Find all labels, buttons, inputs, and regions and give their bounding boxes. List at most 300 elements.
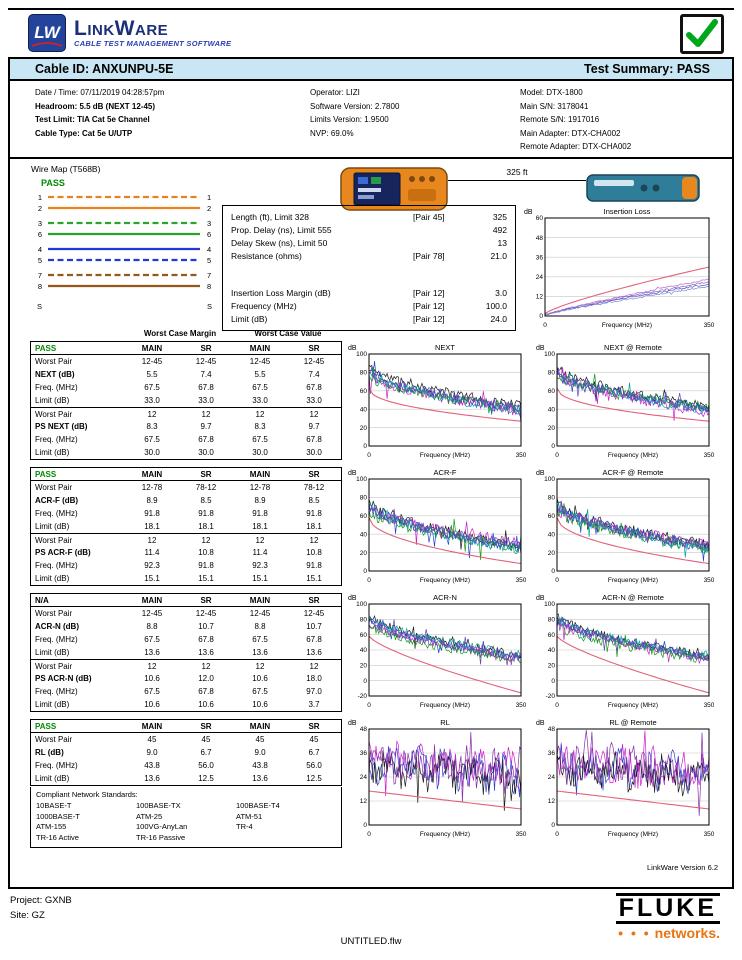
row-label: Freq. (MHz) — [35, 761, 78, 770]
length-row-value: 24.0 — [490, 313, 507, 324]
row-value: 9.0 — [146, 748, 158, 757]
row-value: 45 — [147, 735, 157, 744]
column-header: SR — [200, 343, 212, 353]
svg-text:100: 100 — [356, 351, 367, 359]
svg-text:20: 20 — [359, 662, 367, 670]
standard-item: TR-4 — [236, 822, 253, 831]
svg-text:Frequency (MHz): Frequency (MHz) — [601, 322, 653, 329]
cable-id-title: Cable ID: ANXUNPU-5E — [35, 62, 174, 76]
svg-text:350: 350 — [515, 577, 526, 584]
row-value: 43.8 — [144, 761, 160, 770]
next-results-table — [30, 329, 342, 460]
row-value: 8.9 — [146, 496, 158, 505]
lw-logo-text: LW — [34, 23, 60, 42]
table-header-row — [31, 594, 341, 607]
row-value: 8.8 — [146, 622, 158, 631]
row-label: Limit (dB) — [35, 396, 70, 405]
length-row-pair: [Pair 45] — [413, 211, 445, 222]
table-row — [31, 772, 341, 785]
row-value: 12 — [201, 535, 211, 545]
row-value: 67.8 — [198, 435, 214, 444]
info-line: Test Limit: TIA Cat 5e Channel — [35, 115, 150, 124]
row-value: 30.0 — [252, 448, 268, 457]
row-value: 78-12 — [195, 483, 217, 492]
chart-rl-remote — [534, 716, 714, 840]
length-row-value: 100.0 — [485, 300, 507, 311]
svg-text:0: 0 — [367, 702, 371, 709]
row-value: 67.5 — [252, 435, 268, 444]
chart-next-main — [346, 341, 526, 461]
row-value: 18.1 — [306, 522, 322, 531]
row-value: 15.1 — [144, 574, 160, 583]
row-label: ACR-F (dB) — [35, 496, 79, 505]
site-label: Site: GZ — [10, 910, 45, 921]
row-value: 12 — [255, 535, 265, 545]
table-row — [31, 685, 341, 698]
row-value: 91.8 — [306, 561, 322, 570]
row-value: 91.8 — [252, 509, 268, 518]
worst-case-margin-header: Worst Case Margin — [143, 329, 217, 338]
svg-text:40: 40 — [359, 647, 367, 655]
table-row — [31, 381, 341, 394]
row-value: 8.3 — [254, 422, 266, 431]
row-value: 12 — [147, 409, 157, 419]
row-label: Worst Pair — [35, 483, 73, 492]
row-value: 15.1 — [306, 574, 322, 583]
row-value: 45 — [255, 735, 265, 744]
row-value: 56.0 — [306, 761, 322, 770]
svg-text:20: 20 — [547, 662, 555, 670]
row-value: 67.5 — [144, 383, 160, 392]
linkware-version-label: LinkWare Version 6.2 — [646, 863, 718, 872]
svg-text:0: 0 — [367, 831, 371, 838]
svg-text:0: 0 — [551, 443, 555, 451]
row-value: 12-45 — [195, 357, 217, 366]
table-row — [31, 420, 341, 433]
row-value: 5.5 — [146, 370, 158, 379]
row-value: 12-45 — [141, 357, 163, 366]
svg-text:Frequency (MHz): Frequency (MHz) — [607, 577, 659, 584]
svg-text:24: 24 — [547, 774, 555, 782]
row-value: 18.1 — [144, 522, 160, 531]
row-value: 10.8 — [306, 548, 322, 557]
svg-text:80: 80 — [547, 616, 555, 624]
row-value: 78-12 — [303, 483, 325, 492]
length-row-label: Length (ft), Limit 328 — [231, 211, 309, 222]
standard-item: ATM-51 — [236, 811, 263, 821]
svg-text:0: 0 — [363, 677, 367, 685]
svg-text:Frequency (MHz): Frequency (MHz) — [607, 831, 659, 838]
brand-block — [74, 18, 231, 48]
length-row-label: Prop. Delay (ns), Limit 555 — [231, 224, 332, 235]
linkware-logo — [28, 14, 231, 52]
row-label: Limit (dB) — [35, 574, 70, 583]
row-value: 13.6 — [198, 648, 214, 657]
table-row — [31, 546, 341, 559]
svg-text:ACR-F: ACR-F — [433, 468, 457, 477]
row-value: 45 — [201, 735, 211, 744]
svg-text:2: 2 — [207, 204, 212, 213]
chart-insertion-loss — [522, 205, 714, 331]
svg-text:20: 20 — [359, 549, 367, 557]
length-row — [231, 236, 507, 249]
info-column-0 — [35, 86, 164, 140]
table-row — [31, 494, 341, 507]
length-results-box — [222, 205, 516, 331]
row-value: 12.5 — [306, 774, 322, 783]
svg-text:350: 350 — [515, 831, 526, 838]
row-label: Worst Pair — [35, 609, 73, 618]
row-value: 12 — [255, 409, 265, 419]
length-row-value: 3.0 — [495, 287, 507, 298]
svg-text:1: 1 — [207, 193, 212, 202]
row-value: 30.0 — [144, 448, 160, 457]
row-value: 12-45 — [249, 609, 271, 618]
fluke-networks-logo — [616, 893, 720, 941]
svg-text:36: 36 — [535, 254, 543, 262]
row-label: ACR-N (dB) — [35, 622, 79, 631]
report-header — [8, 10, 734, 56]
row-value: 9.7 — [200, 422, 212, 431]
row-value: 12 — [201, 661, 211, 671]
svg-text:100: 100 — [356, 601, 367, 609]
row-value: 67.8 — [306, 435, 322, 444]
svg-text:RL: RL — [440, 718, 450, 727]
standard-item: TR-16 Active — [36, 832, 79, 842]
table-row — [31, 481, 341, 494]
svg-text:PASS: PASS — [41, 178, 65, 188]
row-value: 9.0 — [254, 748, 266, 757]
fluke-dots: • • • — [618, 925, 651, 941]
brand-name: LinkWare — [74, 17, 169, 40]
svg-text:dB: dB — [536, 595, 545, 602]
row-value: 9.7 — [308, 422, 320, 431]
row-value: 13.6 — [144, 648, 160, 657]
table-row — [31, 559, 341, 572]
svg-text:80: 80 — [359, 616, 367, 624]
row-value: 67.5 — [144, 635, 160, 644]
row-value: 15.1 — [252, 574, 268, 583]
info-column-2 — [520, 86, 631, 154]
lw-logo-swoosh-icon — [31, 40, 63, 48]
status-badge: N/A — [35, 595, 49, 605]
length-row-label: Limit (dB) — [231, 313, 268, 324]
row-value: 12 — [309, 661, 319, 671]
row-value: 67.5 — [252, 635, 268, 644]
row-value: 8.3 — [146, 422, 158, 431]
svg-text:80: 80 — [547, 494, 555, 502]
compliant-standards-box — [30, 787, 342, 848]
column-header: MAIN — [141, 343, 163, 353]
table-row — [31, 520, 341, 533]
column-header: MAIN — [141, 721, 163, 731]
row-label: Freq. (MHz) — [35, 635, 78, 644]
svg-text:-20: -20 — [357, 693, 367, 701]
standards-title: Compliant Network Standards: — [36, 790, 138, 799]
length-row — [231, 312, 507, 325]
standard-item: 1000BASE-T — [36, 811, 80, 821]
column-header: MAIN — [141, 469, 163, 479]
standard-item: 100BASE-T4 — [236, 801, 280, 810]
svg-text:40: 40 — [547, 531, 555, 539]
svg-text:350: 350 — [703, 702, 714, 709]
wiremap-section — [30, 163, 225, 319]
svg-text:NEXT: NEXT — [434, 343, 456, 352]
svg-text:0: 0 — [363, 822, 367, 830]
row-value: 10.7 — [306, 622, 322, 631]
svg-text:0: 0 — [363, 568, 367, 576]
table-row — [31, 620, 341, 633]
row-value: 33.0 — [198, 396, 214, 405]
svg-text:1: 1 — [37, 193, 42, 202]
table-row — [31, 733, 341, 746]
column-header: SR — [200, 469, 212, 479]
row-label: Worst Pair — [35, 535, 73, 545]
info-line: Model: DTX-1800 — [520, 88, 583, 97]
svg-text:ACR-F @ Remote: ACR-F @ Remote — [602, 468, 664, 477]
table-row — [31, 507, 341, 520]
row-label: Freq. (MHz) — [35, 383, 78, 392]
standard-item: TR-16 Passive — [136, 832, 186, 842]
row-value: 11.4 — [144, 548, 160, 557]
status-badge: PASS — [35, 721, 57, 731]
svg-text:5: 5 — [207, 256, 212, 265]
info-line: Limits Version: 1.9500 — [310, 115, 389, 124]
row-value: 10.6 — [144, 674, 160, 683]
info-line: Date / Time: 07/11/2019 04:28:57pm — [35, 88, 165, 97]
svg-text:0: 0 — [363, 443, 367, 451]
row-value: 30.0 — [198, 448, 214, 457]
svg-text:Frequency (MHz): Frequency (MHz) — [419, 577, 471, 584]
row-value: 10.6 — [252, 700, 268, 709]
row-value: 12 — [147, 535, 157, 545]
chart-rl-main — [346, 716, 526, 840]
svg-text:100: 100 — [544, 601, 555, 609]
row-label: Freq. (MHz) — [35, 687, 78, 696]
column-header: SR — [200, 595, 212, 605]
column-header: SR — [308, 595, 320, 605]
svg-text:0: 0 — [551, 677, 555, 685]
chart-acrf-remote — [534, 466, 714, 586]
status-badge: PASS — [35, 343, 57, 353]
column-header: MAIN — [249, 343, 271, 353]
cable-line — [448, 180, 586, 181]
cable-length-label: 325 ft — [506, 167, 528, 177]
row-label: NEXT (dB) — [35, 370, 75, 379]
results-table — [30, 719, 342, 786]
row-value: 12 — [147, 661, 157, 671]
title-bar — [10, 59, 732, 81]
worst-case-value-header: Worst Case Value — [254, 329, 322, 338]
svg-text:60: 60 — [547, 513, 555, 520]
svg-text:S: S — [207, 302, 213, 311]
row-value: 18.0 — [306, 674, 322, 683]
svg-text:0: 0 — [539, 313, 543, 321]
project-info — [10, 893, 72, 923]
svg-text:60: 60 — [547, 388, 555, 395]
info-line: Main Adapter: DTX-CHA002 — [520, 128, 621, 138]
row-value: 3.7 — [308, 700, 320, 709]
length-row-label: Insertion Loss Margin (dB) — [231, 287, 331, 298]
svg-text:60: 60 — [547, 631, 555, 639]
svg-text:0: 0 — [555, 452, 559, 459]
row-value: 91.8 — [198, 561, 214, 570]
svg-text:80: 80 — [547, 369, 555, 377]
row-value: 12-45 — [141, 609, 163, 618]
svg-text:-20: -20 — [545, 693, 555, 701]
svg-text:12: 12 — [359, 798, 367, 806]
lw-logo-icon — [28, 14, 66, 52]
status-badge: PASS — [35, 469, 57, 479]
svg-text:350: 350 — [515, 702, 526, 709]
svg-text:6: 6 — [207, 230, 212, 239]
length-row-value: 13 — [497, 237, 507, 248]
row-label: PS ACR-F (dB) — [35, 548, 91, 557]
svg-text:60: 60 — [535, 215, 543, 223]
table-row — [31, 659, 341, 672]
standard-item: 100BASE-TX — [136, 801, 181, 810]
svg-text:Frequency (MHz): Frequency (MHz) — [419, 831, 471, 838]
svg-text:0: 0 — [543, 322, 547, 329]
svg-text:100: 100 — [356, 476, 367, 484]
svg-text:dB: dB — [348, 595, 357, 602]
row-value: 91.8 — [144, 509, 160, 518]
svg-text:Frequency (MHz): Frequency (MHz) — [607, 452, 659, 459]
standard-item: ATM-155 — [36, 822, 67, 831]
svg-text:dB: dB — [536, 720, 545, 727]
row-value: 13.6 — [306, 648, 322, 657]
row-value: 97.0 — [306, 687, 322, 696]
row-value: 33.0 — [144, 396, 160, 405]
table-row — [31, 746, 341, 759]
content-area — [10, 159, 732, 885]
svg-text:8: 8 — [207, 282, 212, 291]
svg-text:60: 60 — [359, 388, 367, 395]
info-line: Headroom: 5.5 dB (NEXT 12-45) — [35, 101, 156, 111]
row-label: Limit (dB) — [35, 448, 70, 457]
row-value: 91.8 — [306, 509, 322, 518]
length-row-label: Delay Skew (ns), Limit 50 — [231, 237, 328, 248]
svg-text:6: 6 — [37, 230, 42, 239]
row-value: 92.3 — [144, 561, 160, 570]
svg-text:20: 20 — [359, 424, 367, 432]
column-header: SR — [308, 469, 320, 479]
svg-text:40: 40 — [359, 406, 367, 414]
table-header-row — [31, 342, 341, 355]
standard-item: 100VG-AnyLan — [136, 822, 188, 831]
info-line: Remote S/N: 1917016 — [520, 115, 600, 124]
row-value: 12 — [255, 661, 265, 671]
row-value: 12-45 — [303, 609, 325, 618]
standard-item: ATM-25 — [136, 811, 163, 821]
column-header: MAIN — [249, 721, 271, 731]
length-row-pair: [Pair 78] — [413, 250, 445, 261]
svg-text:100: 100 — [544, 351, 555, 359]
svg-text:2: 2 — [37, 204, 42, 213]
column-header: MAIN — [141, 595, 163, 605]
length-row-value: 325 — [492, 211, 507, 222]
svg-text:7: 7 — [207, 271, 212, 280]
row-value: 67.5 — [144, 435, 160, 444]
row-label: Worst Pair — [35, 735, 73, 744]
row-value: 10.8 — [198, 548, 214, 557]
svg-text:Frequency (MHz): Frequency (MHz) — [607, 702, 659, 709]
length-row — [231, 249, 507, 262]
row-value: 67.8 — [198, 687, 214, 696]
row-label: PS NEXT (dB) — [35, 422, 88, 431]
svg-text:40: 40 — [547, 647, 555, 655]
svg-text:3: 3 — [37, 219, 42, 228]
svg-text:0: 0 — [555, 702, 559, 709]
brand-tagline: CABLE TEST MANAGEMENT SOFTWARE — [74, 39, 232, 48]
length-row-value: 492 — [492, 224, 507, 235]
length-row-pair: [Pair 12] — [413, 287, 445, 298]
row-label: Limit (dB) — [35, 522, 70, 531]
row-value: 6.7 — [200, 748, 212, 757]
row-label: Worst Pair — [35, 409, 73, 419]
row-value: 13.6 — [252, 774, 268, 783]
info-line: Remote Adapter: DTX-CHA002 — [520, 142, 632, 151]
table-row — [31, 394, 341, 407]
svg-text:dB: dB — [536, 470, 545, 477]
svg-text:RL @ Remote: RL @ Remote — [609, 718, 657, 727]
table-row — [31, 433, 341, 446]
row-value: 11.4 — [252, 548, 268, 557]
fluke-wordmark: FLUKE — [616, 893, 720, 924]
svg-text:Wire Map (T568B): Wire Map (T568B) — [31, 164, 101, 174]
column-header: SR — [308, 343, 320, 353]
svg-text:48: 48 — [535, 234, 543, 242]
svg-text:ACR-N: ACR-N — [433, 593, 457, 602]
info-line: Operator: LIZI — [310, 88, 360, 97]
table-header-row — [31, 720, 341, 733]
svg-text:40: 40 — [547, 406, 555, 414]
svg-text:350: 350 — [703, 452, 714, 459]
row-value: 10.6 — [198, 700, 214, 709]
row-value: 30.0 — [306, 448, 322, 457]
info-line: NVP: 69.0% — [310, 128, 354, 138]
svg-text:0: 0 — [367, 577, 371, 584]
results-table — [30, 593, 342, 712]
row-label: Limit (dB) — [35, 774, 70, 783]
svg-text:36: 36 — [547, 750, 555, 758]
row-value: 8.8 — [254, 622, 266, 631]
svg-text:7: 7 — [37, 271, 42, 280]
svg-text:24: 24 — [535, 274, 543, 281]
svg-text:Insertion Loss: Insertion Loss — [603, 207, 651, 216]
row-label: Freq. (MHz) — [35, 435, 78, 444]
test-summary-title: Test Summary: PASS — [584, 62, 710, 76]
length-row-label: Frequency (MHz) — [231, 300, 297, 311]
svg-text:3: 3 — [207, 219, 212, 228]
svg-text:dB: dB — [348, 720, 357, 727]
row-label: Worst Pair — [35, 661, 73, 671]
standard-item: 10BASE-T — [36, 801, 72, 810]
worst-case-headers — [30, 329, 342, 341]
rl-results-table — [30, 719, 342, 786]
table-row — [31, 355, 341, 368]
svg-text:0: 0 — [551, 568, 555, 576]
svg-text:350: 350 — [703, 831, 714, 838]
table-row — [31, 407, 341, 420]
info-section — [10, 81, 732, 159]
row-value: 12-45 — [195, 609, 217, 618]
row-label: Freq. (MHz) — [35, 561, 78, 570]
table-row — [31, 572, 341, 585]
results-table — [30, 467, 342, 586]
row-value: 13.6 — [252, 648, 268, 657]
row-value: 12-78 — [141, 483, 163, 492]
